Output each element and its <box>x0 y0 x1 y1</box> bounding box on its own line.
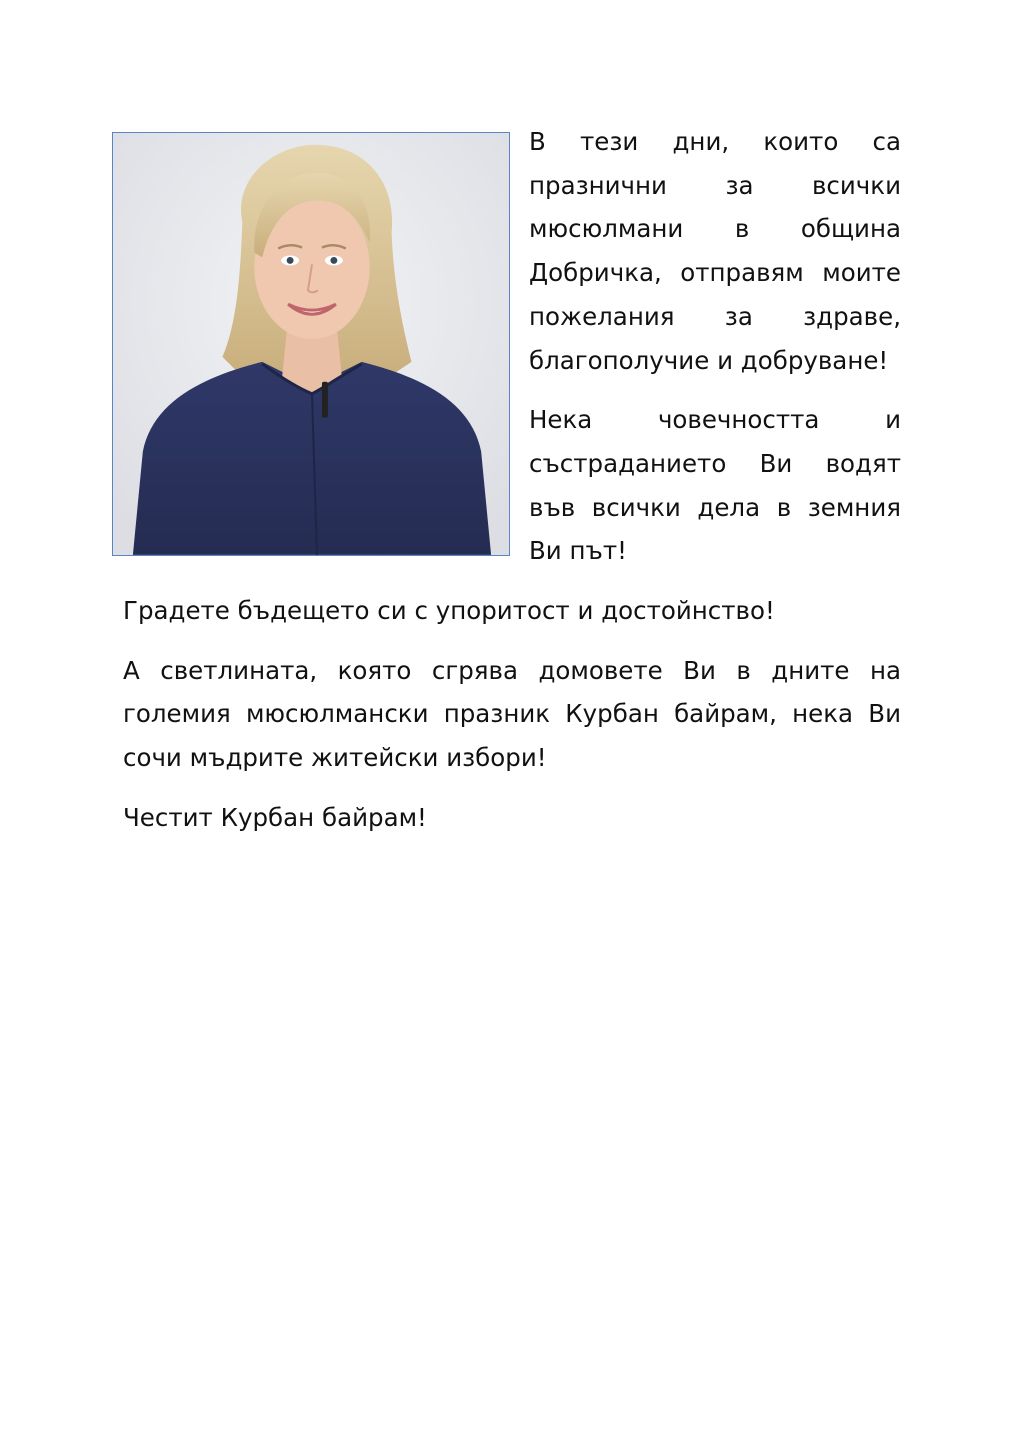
paragraph-wishes: В тези дни, които са празнични за всички мюсюлмани в община Добричка, отправям моите пожелания за здраве, благополучие и добруване! <box>529 127 901 375</box>
text-beside-photo <box>529 120 901 589</box>
paragraph-greeting: Честит Курбан байрам! <box>123 802 427 832</box>
portrait-illustration <box>113 133 509 555</box>
paragraph-future: Градете бъдещето си с упоритост и достойнство! <box>123 596 775 625</box>
paragraph-light: А светлината, която сгрява домовете Ви в дните на големия мюсюлмански празник Курбан байрам, нека Ви сочи мъдрите житейски избори! <box>123 655 901 773</box>
text-below-photo <box>123 589 901 856</box>
paragraph-humanity: Нека човечността и състраданието Ви водят във всички дела в земния Ви път! <box>529 405 901 566</box>
portrait-photo <box>112 132 510 556</box>
